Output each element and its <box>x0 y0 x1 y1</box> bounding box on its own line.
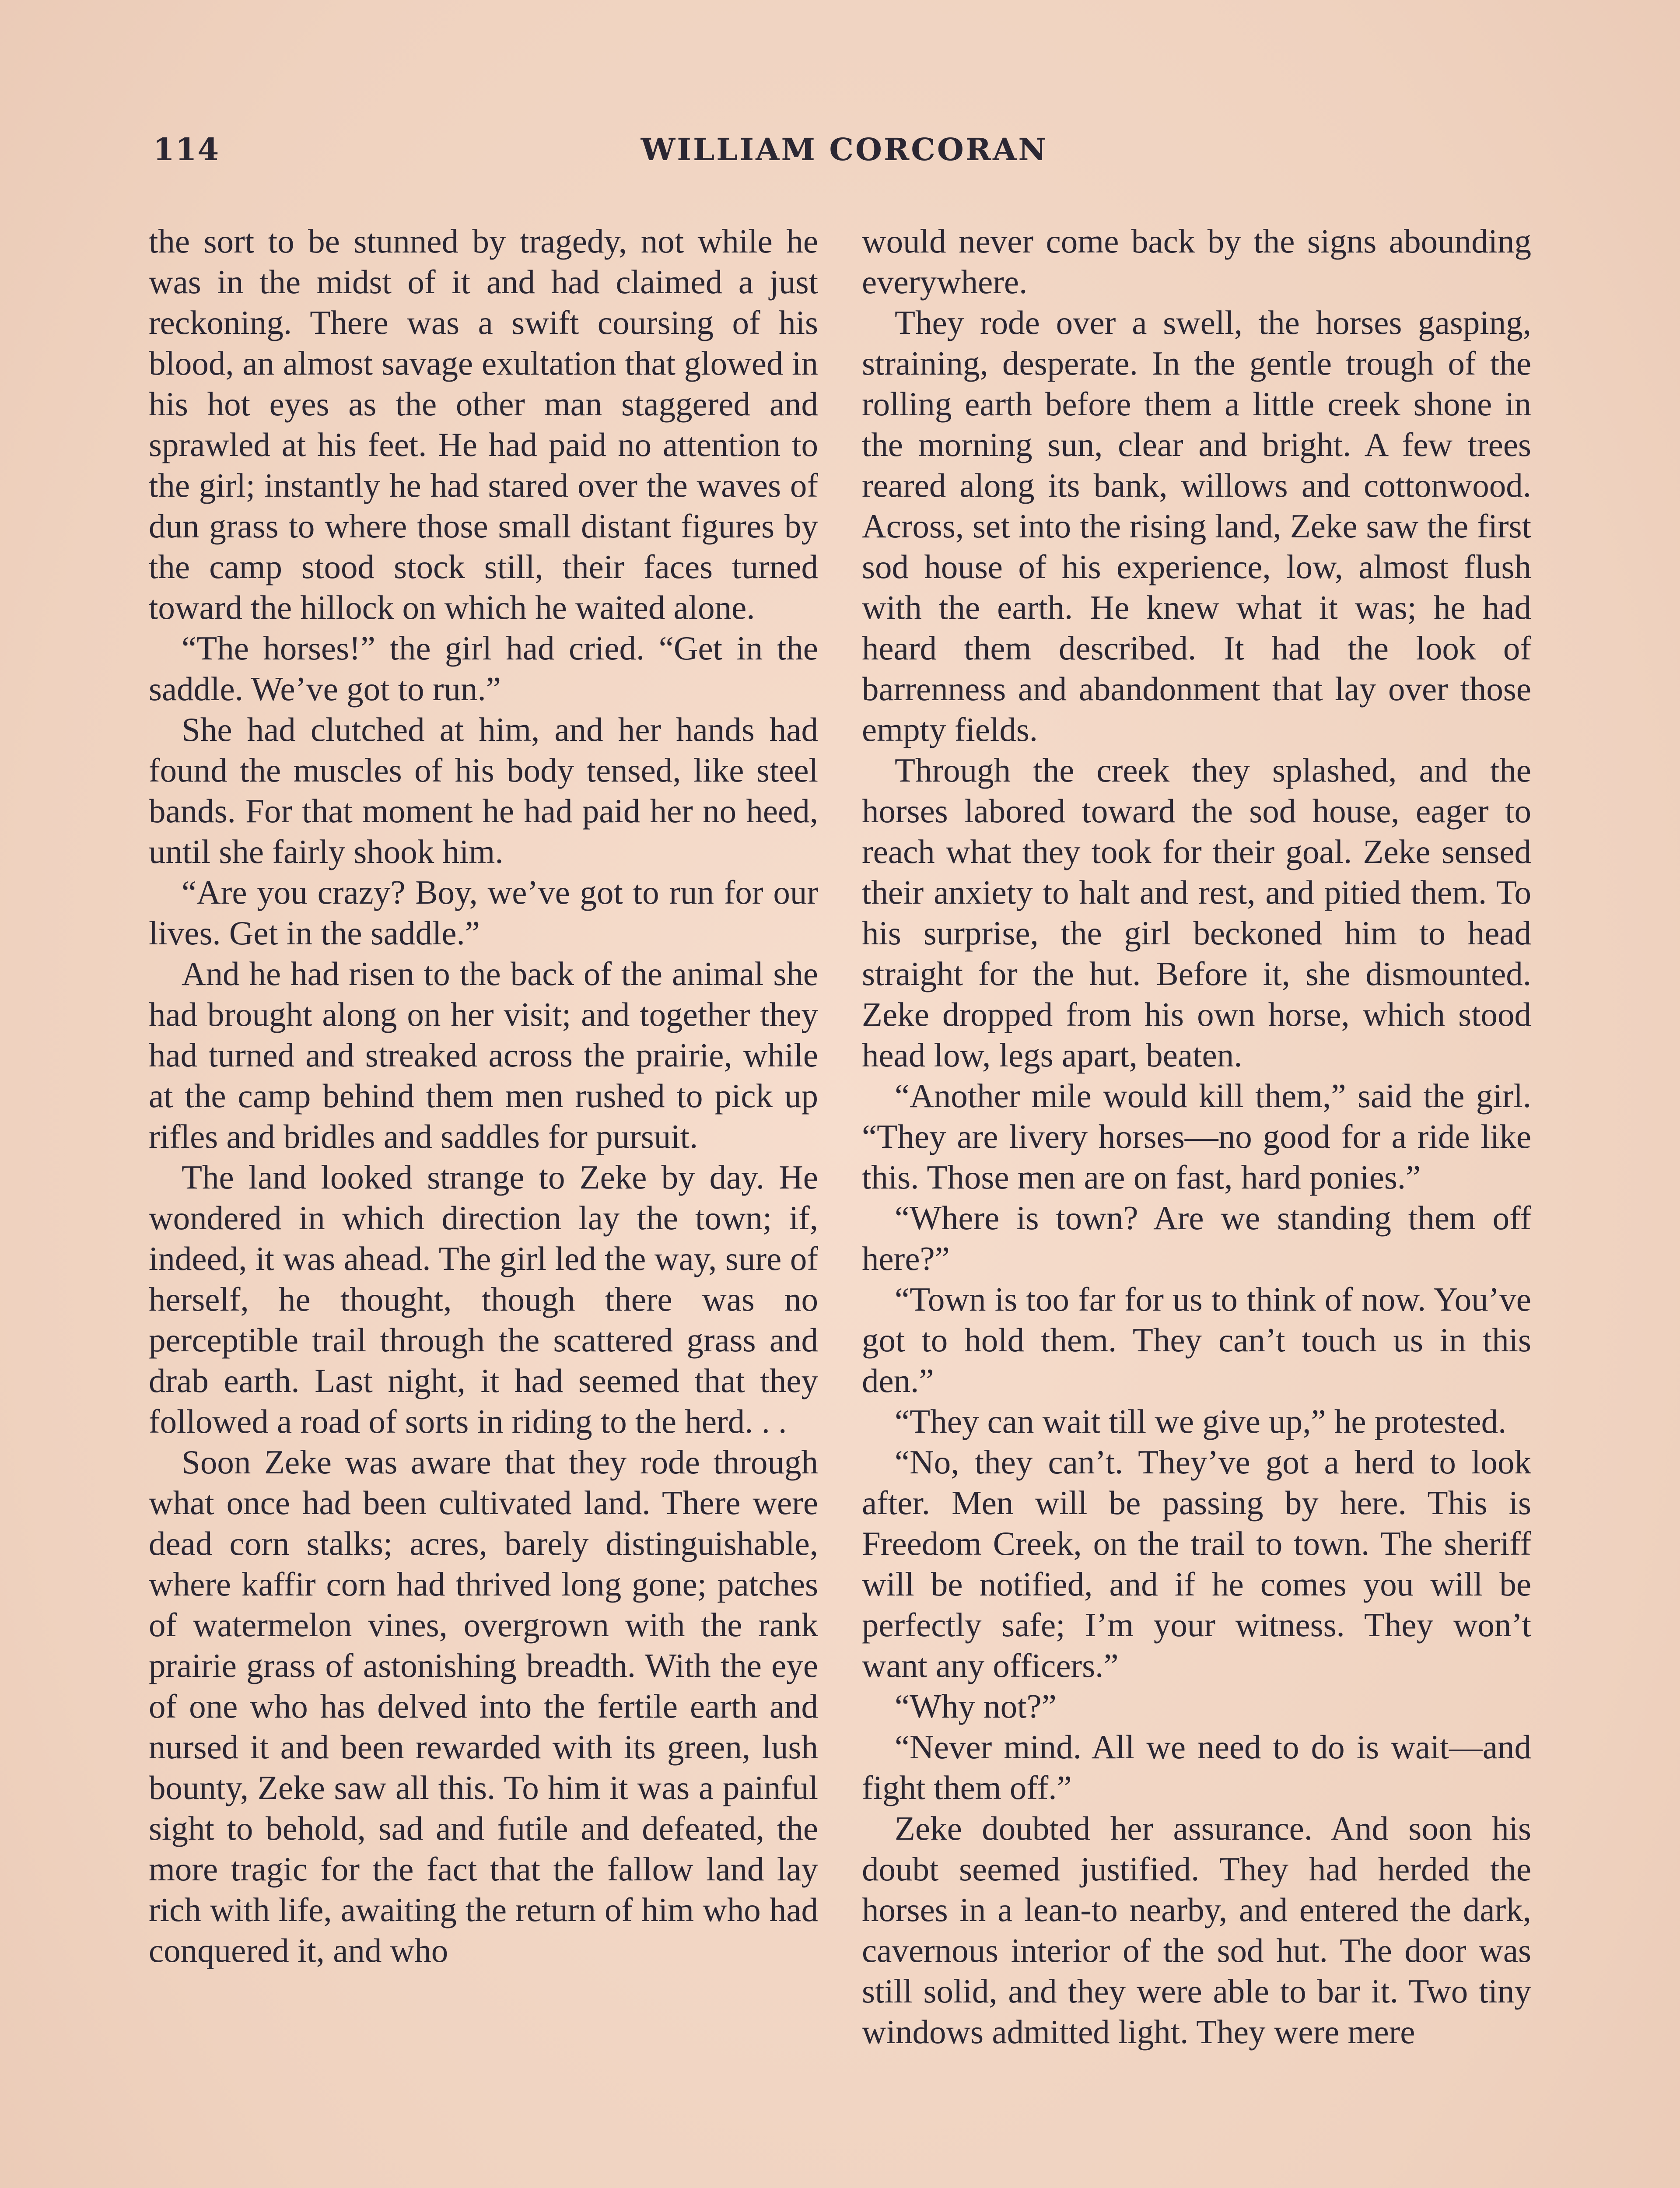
paragraph: Through the creek they splashed, and the horses labored toward the sod house, eager to reach what they took for their goal. Zeke sensed their anxiety to halt and rest, and pitied them. To his surprise, the girl beckoned him to head straight for the hut. Before it, she dismounted. Zeke dropped from his own horse, which stood head low, legs apart, beaten. <box>862 751 1531 1074</box>
paragraph: The land looked strange to Zeke by day. He wondered in which direction lay the town; if, indeed, it was ahead. The girl led the way, sure of herself, he thought, though there was no perceptible trail through the scattered grass and drab earth. Last night, it had seemed that they followed a road of sorts in riding to the herd. . . <box>149 1158 818 1440</box>
paragraph: “They can wait till we give up,” he protested. <box>895 1403 1507 1440</box>
paragraph: “Are you crazy? Boy, we’ve got to run for our lives. Get in the saddle.” <box>149 873 818 952</box>
paragraph: “Another mile would kill them,” said the girl. “They are livery horses—no good for a ride like this. Those men are on fast, hard ponies.” <box>862 1077 1531 1196</box>
left-column <box>149 221 818 1971</box>
page-header <box>153 131 1536 179</box>
paragraph: “Where is town? Are we standing them off here?” <box>862 1199 1531 1277</box>
paragraph: And he had risen to the back of the animal she had brought along on her visit; and together they had turned and streaked across the prairie, while at the camp behind them men rushed to pick up rifles and bridles and saddles for pursuit. <box>149 955 818 1155</box>
paragraph: “Never mind. All we need to do is wait—and fight them off.” <box>862 1728 1531 1806</box>
paragraph: “The horses!” the girl had cried. “Get in the saddle. We’ve got to run.” <box>149 629 818 708</box>
paragraph: She had clutched at him, and her hands had found the muscles of his body tensed, like steel bands. For that moment he had paid her no heed, until she fairly shook him. <box>149 711 818 870</box>
paragraph: Soon Zeke was aware that they rode through what once had been cultivated land. There were dead corn stalks; acres, barely distinguishable, where kaffir corn had thrived long gone; patches of watermelon vines, overgrown with the rank prairie grass of astonishing breadth. With the eye of one who has delved into the fertile earth and nursed it and been rewarded with its green, lush bounty, Zeke saw all this. To him it was a painful sight to behold, sad and futile and defeated, the more tragic for the fact that the fallow land lay rich with life, awaiting the return of him who had conquered it, and who <box>149 1443 818 1969</box>
right-column <box>862 221 1531 2052</box>
paragraph: would never come back by the signs abounding everywhere. <box>862 222 1531 301</box>
paragraph: Zeke doubted her assurance. And soon his doubt seemed justified. They had herded the horses in a lean-to nearby, and entered the dark, cavernous interior of the sod hut. The door was still solid, and they were able to bar it. Two tiny windows admitted light. They were mere <box>862 1809 1531 2051</box>
paragraph: “Town is too far for us to think of now. You’ve got to hold them. They can’t touch us in this den.” <box>862 1280 1531 1399</box>
paragraph: the sort to be stunned by tragedy, not while he was in the midst of it and had claimed a just reckoning. There was a swift coursing of his blood, an almost savage exultation that glowed in his hot eyes as the other man staggered and sprawled at his feet. He had paid no attention to the girl; instantly he had stared over the waves of dun grass to where those small distant figures by the camp stood stock still, their faces turned toward the hillock on which he waited alone. <box>149 222 818 626</box>
paragraph: “No, they can’t. They’ve got a herd to look after. Men will be passing by here. This is Freedom Creek, on the trail to town. The sheriff will be notified, and if he comes you will be perfectly safe; I’m your witness. They won’t want any officers.” <box>862 1443 1531 1684</box>
paragraph: “Why not?” <box>895 1687 1057 1725</box>
page-number: 114 <box>153 131 220 168</box>
paragraph: They rode over a swell, the horses gasping, straining, desperate. In the gentle trough of the rolling earth before them a little creek shone in the morning sun, clear and bright. A few trees reared along its bank, willows and cottonwood. Across, set into the rising land, Zeke saw the first sod house of his experience, low, almost flush with the earth. He knew what it was; he had heard them described. It had the look of barrenness and abandonment that lay over those empty fields. <box>862 304 1531 748</box>
running-title: WILLIAM CORCORAN <box>640 131 1048 168</box>
